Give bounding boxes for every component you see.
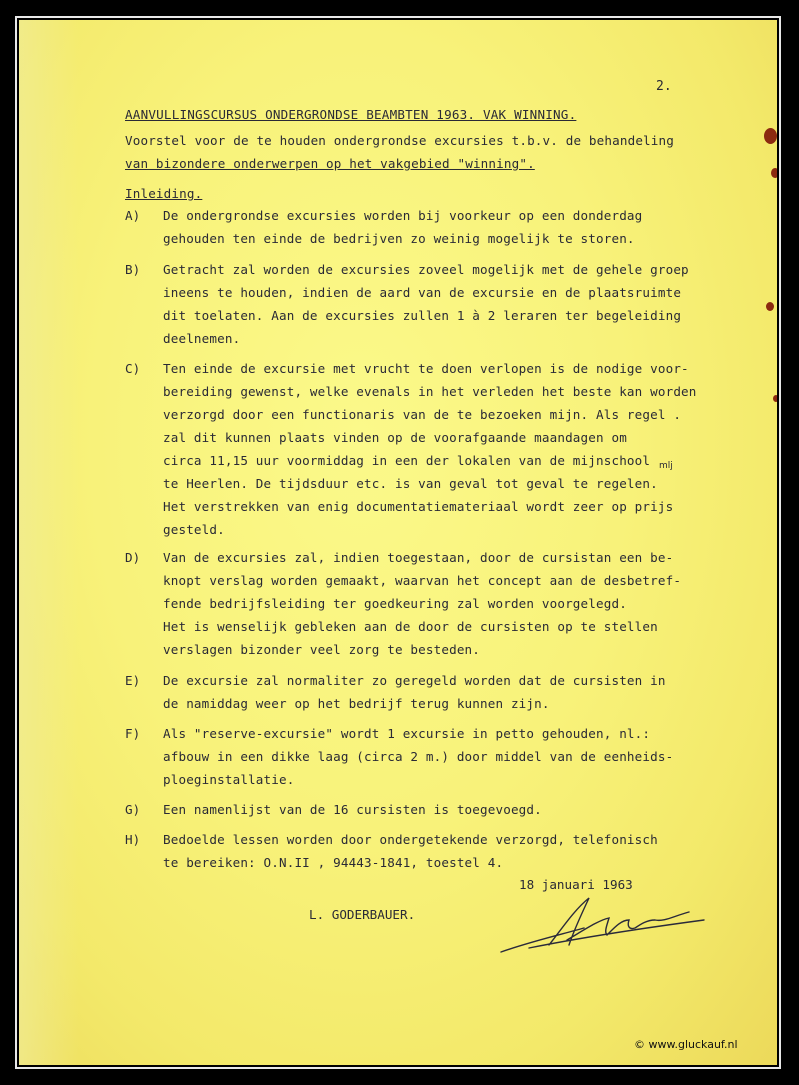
intro-line: van bizondere onderwerpen op het vakgebied "winning". bbox=[125, 156, 535, 171]
item-label: D) bbox=[125, 550, 141, 565]
item-line: verzorgd door een functionaris van de te bezoeken mijn. Als regel . bbox=[163, 407, 682, 422]
item-label: H) bbox=[125, 832, 141, 847]
intro-line: Voorstel voor de te houden ondergrondse excursies t.b.v. de behandeling bbox=[125, 133, 674, 148]
item-line: zal dit kunnen plaats vinden op de voorafgaande maandagen om bbox=[163, 430, 627, 445]
item-label: F) bbox=[125, 726, 141, 741]
item-label: C) bbox=[125, 361, 141, 376]
item-line: deelnemen. bbox=[163, 331, 241, 346]
item-line: ineens te houden, indien de aard van de excursie en de plaatsruimte bbox=[163, 285, 682, 300]
item-line: Bedoelde lessen worden door ondergetekende verzorgd, telefonisch bbox=[163, 832, 658, 847]
item-line: verslagen bizonder veel zorg te besteden. bbox=[163, 642, 481, 657]
stain-mark bbox=[766, 302, 774, 311]
item-line: Ten einde de excursie met vrucht te doen verlopen is de nodige voor- bbox=[163, 361, 689, 376]
item-line: de namiddag weer op het bedrijf terug kunnen zijn. bbox=[163, 696, 550, 711]
handwritten-signature bbox=[489, 890, 709, 960]
paper-edge-shading bbox=[19, 20, 79, 1065]
item-line: ploeginstallatie. bbox=[163, 772, 295, 787]
signatory-name: L. GODERBAUER. bbox=[309, 907, 416, 922]
item-line: afbouw in een dikke laag (circa 2 m.) door middel van de eenheids- bbox=[163, 749, 674, 764]
item-line: Het is wenselijk gebleken aan de door de cursisten op te stellen bbox=[163, 619, 658, 634]
item-line: bereiding gewenst, welke evenals in het verleden het beste kan worden bbox=[163, 384, 697, 399]
item-label: A) bbox=[125, 208, 141, 223]
margin-note: mlj bbox=[659, 461, 673, 471]
item-label: E) bbox=[125, 673, 141, 688]
item-line: knopt verslag worden gemaakt, waarvan het concept aan de desbetref- bbox=[163, 573, 682, 588]
item-line: fende bedrijfsleiding ter goedkeuring zal worden voorgelegd. bbox=[163, 596, 627, 611]
section-title: Inleiding. bbox=[125, 186, 203, 201]
item-line: De excursie zal normaliter zo geregeld worden dat de cursisten in bbox=[163, 673, 666, 688]
document-page bbox=[19, 20, 777, 1065]
item-line: gehouden ten einde de bedrijven zo weinig mogelijk te storen. bbox=[163, 231, 635, 246]
item-line: Getracht zal worden de excursies zoveel mogelijk met de gehele groep bbox=[163, 262, 689, 277]
document-date: 18 januari 1963 bbox=[519, 877, 633, 892]
document-heading: AANVULLINGSCURSUS ONDERGRONDSE BEAMBTEN 1963. VAK WINNING. bbox=[125, 107, 577, 122]
item-label: G) bbox=[125, 802, 141, 817]
copyright-notice: © www.gluckauf.nl bbox=[634, 1038, 738, 1051]
item-line: te bereiken: O.N.II , 94443-1841, toestel 4. bbox=[163, 855, 504, 870]
item-line: De ondergrondse excursies worden bij voorkeur op een donderdag bbox=[163, 208, 643, 223]
stain-mark bbox=[773, 395, 777, 402]
item-line: Als "reserve-excursie" wordt 1 excursie in petto gehouden, nl.: bbox=[163, 726, 651, 741]
item-line: gesteld. bbox=[163, 522, 225, 537]
item-line: Van de excursies zal, indien toegestaan, door de cursistan een be- bbox=[163, 550, 674, 565]
page-number: 2. bbox=[656, 79, 672, 94]
item-line: te Heerlen. De tijdsduur etc. is van geval tot geval te regelen. bbox=[163, 476, 658, 491]
item-line: circa 11,15 uur voormiddag in een der lokalen van de mijnschool bbox=[163, 453, 651, 468]
stain-mark bbox=[764, 128, 777, 144]
stain-mark bbox=[771, 168, 777, 178]
item-line: Het verstrekken van enig documentatiemateriaal wordt zeer op prijs bbox=[163, 499, 674, 514]
item-line: dit toelaten. Aan de excursies zullen 1 à 2 leraren ter begeleiding bbox=[163, 308, 682, 323]
item-line: Een namenlijst van de 16 cursisten is toegevoegd. bbox=[163, 802, 542, 817]
item-label: B) bbox=[125, 262, 141, 277]
